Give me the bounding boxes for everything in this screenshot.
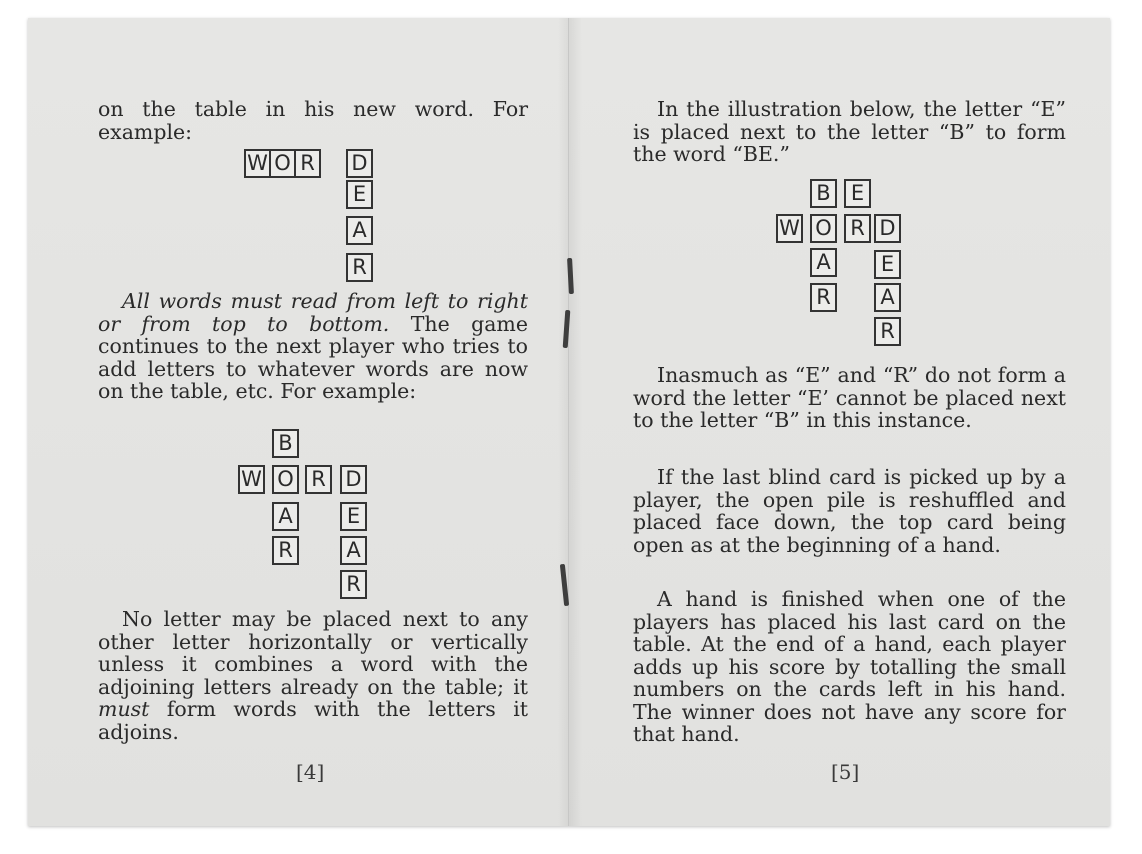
paragraph-adjacency (98, 608, 528, 743)
letter-tile: A (346, 216, 373, 245)
paragraph-illustration: In the illustration below, the letter “E” is placed next to the letter “B” to form the word “BE.” (633, 97, 1066, 166)
page-right (569, 18, 1110, 826)
page-number: [5] (831, 760, 860, 784)
letter-tile: A (810, 248, 837, 277)
paragraph-inasmuch: Inasmuch as “E” and “R” do not form a word the letter “E’ cannot be placed next to the letter “B” in this instance. (633, 363, 1066, 432)
paragraph-rules (98, 290, 528, 403)
letter-tile: R (874, 317, 901, 346)
adjacency-text: No letter may be placed next to any other letter horizontally or vertically unless it combines a word with the adjoining letters already on the table; it (98, 607, 528, 699)
letter-tile: E (346, 180, 373, 209)
letter-tile: A (874, 283, 901, 312)
page-number: [4] (296, 760, 325, 784)
adjacency-text-end: form words with the letters it adjoins. (98, 697, 528, 744)
rule-emphasis: All words must read from left to right or from top to bottom. (98, 289, 528, 336)
letter-tile: R (810, 283, 837, 312)
letter-tile: O (810, 214, 837, 243)
letter-tile: A (340, 536, 367, 565)
letter-tile: D (340, 465, 367, 494)
letter-tile: E (874, 250, 901, 279)
letter-tile: D (346, 149, 373, 178)
letter-tile: R (844, 214, 871, 243)
rule-text: The game continues to the next player who tries to add letters to whatever words are now on the table, etc. For example: (98, 311, 528, 403)
letter-tile: D (874, 214, 901, 243)
letter-tile: B (810, 179, 837, 208)
letter-tile: R (346, 253, 373, 282)
letter-tile: E (340, 502, 367, 531)
open-booklet (28, 18, 1110, 826)
letter-tile: W (244, 149, 271, 178)
letter-tile: A (272, 502, 299, 531)
letter-tile: O (269, 149, 296, 178)
paragraph-blind-card: If the last blind card is picked up by a player, the open pile is reshuffled and placed face down, the top card being open as at the beginning of a hand. (633, 465, 1066, 557)
letter-tile: R (340, 570, 367, 599)
letter-tile: E (844, 179, 871, 208)
paragraph-hand-finished: A hand is finished when one of the players has placed his last card on the table. At the end of a hand, each player adds up his score by totalling the small numbers on the cards left in his hand. The winner does not have any score for that hand. (633, 587, 1066, 746)
page-left (28, 18, 569, 826)
letter-tile: W (238, 465, 265, 494)
letter-tile: O (272, 465, 299, 494)
letter-tile: W (776, 214, 803, 243)
paragraph-continuation: on the table in his new word. For example: (98, 97, 528, 144)
letter-tile: B (272, 429, 299, 458)
letter-tile: R (294, 149, 321, 178)
letter-tile: R (305, 465, 332, 494)
letter-tile: R (272, 536, 299, 565)
adjacency-emphasis: must (98, 697, 150, 721)
